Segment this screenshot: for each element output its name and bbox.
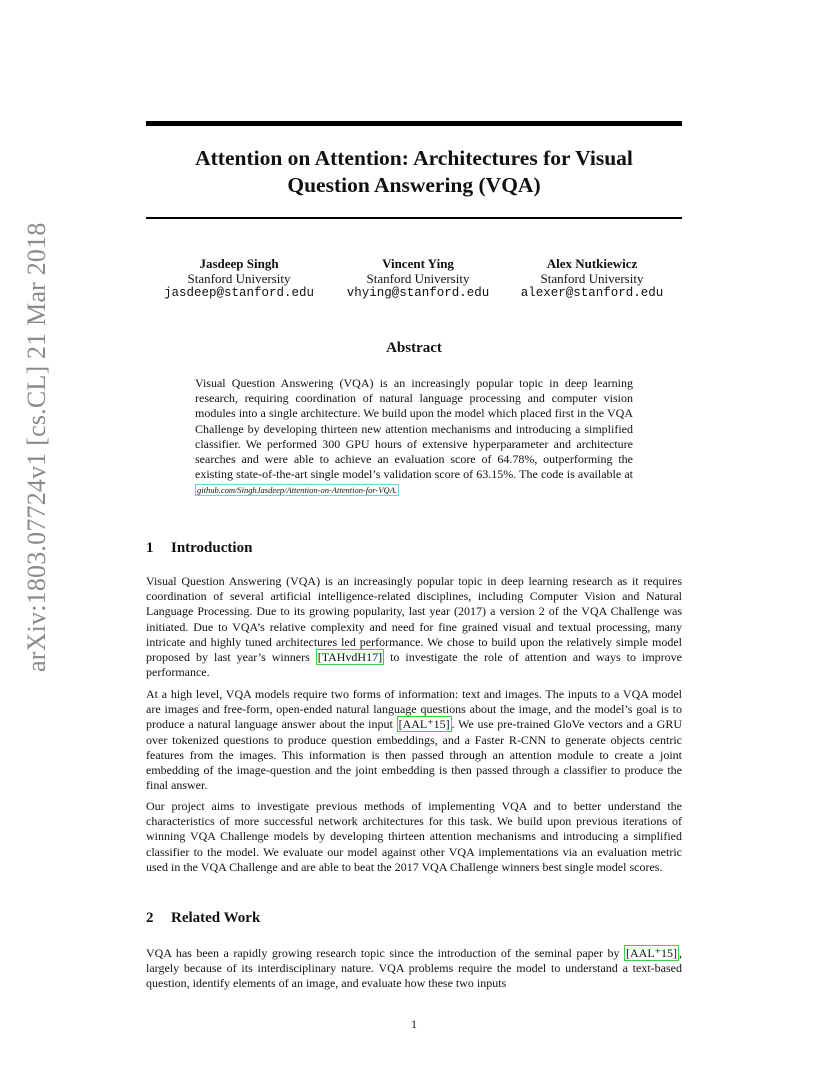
paragraph-text: Visual Question Answering (VQA) is an increasingly popular topic in deep learning research as it requires coordination of several artificial intelligence-related disciplines, including Computer Vision and Natural Language Processing. Due to its growing popularity, last year (2017) a version 2 of the VQA Challenge was initiated. Due to VQA’s relative complexity and need for fine grained visual and textual processing, many intricate and highly tuned architectures led performance. We chose to build upon the relatively simple model proposed by last year’s winners [146, 574, 682, 665]
title-line-1: Attention on Attention: Architectures for Visual [195, 146, 633, 170]
intro-paragraph-1 [146, 574, 682, 680]
title-bottom-rule [146, 217, 682, 219]
arxiv-stamp: arXiv:1803.07724v1 [cs.CL] 21 Mar 2018 [22, 222, 51, 672]
citation-link[interactable]: [TAHvdH17] [317, 650, 383, 665]
section-number: 2 [146, 910, 154, 926]
abstract-heading: Abstract [386, 340, 442, 356]
section-title: Introduction [171, 540, 253, 556]
code-link[interactable]: github.com/SinghJasdeep/Attention-on-Attention-for-VQA. [197, 485, 398, 496]
author-3 [502, 256, 682, 301]
author-1 [149, 256, 329, 301]
author-affiliation: Stanford University [366, 271, 470, 286]
related-work-paragraph-1 [146, 946, 682, 992]
paragraph-text: At a high level, VQA models require two forms of information: text and images. The inputs to a VQA model are images and free-form, open-ended natural language questions about the image, and the model’s goal is to produce a natural language answer about the input [146, 687, 682, 732]
author-name: Alex Nutkiewicz [546, 256, 638, 271]
section-heading-introduction [146, 540, 252, 557]
author-name: Vincent Ying [382, 256, 454, 271]
section-heading-related-work [146, 910, 260, 927]
paragraph-text: VQA has been a rapidly growing research topic since the introduction of the seminal paper by [146, 946, 624, 960]
paragraph-text: to investigate the role of attention and ways to improve performance. [146, 650, 682, 680]
section-number: 1 [146, 540, 154, 556]
intro-paragraph-3: Our project aims to investigate previous methods of implementing VQA and to better understand the characteristics of more successful network architectures for this task. We build upon previous iterations of winning VQA Challenge models by developing thirteen attention mechanisms and introducing a simplified classifier to the model. We evaluate our model against other VQA implementations via an evaluation metric used in the VQA Challenge and are able to beat the 2017 VQA Challenge winners best single model scores. [146, 799, 682, 874]
author-name: Jasdeep Singh [199, 256, 279, 271]
paragraph-text: . We use pre-trained GloVe vectors and a GRU over tokenized questions to produce question embeddings, and a Faster R-CNN to generate objects centric features from the images. This information is then passed through an attention module to create a joint embedding of the image-question and the joint embedding is then passed through a classifier to produce the final answer. [146, 717, 682, 793]
author-email[interactable]: alexer@stanford.edu [520, 286, 664, 300]
abstract-body [195, 376, 633, 499]
paragraph-text: , largely because of its interdisciplinary nature. VQA problems require the model to understand a text-based question, identify elements of an image, and evaluate how these two inputs [146, 946, 682, 991]
title-top-rule [146, 121, 682, 126]
page-number: 1 [411, 1017, 417, 1031]
author-affiliation: Stanford University [187, 271, 291, 286]
abstract-text: Visual Question Answering (VQA) is an increasingly popular topic in deep learning research, requiring coordination of natural language processing and computer vision modules into a single architecture. We build upon the model which placed first in the VQA Challenge by developing thirteen new attention mechanisms and introducing a simplified classifier. We performed 300 GPU hours of extensive hyperparameter and architecture searches and were able to achieve an evaluation score of 64.78%, outperforming the existing state-of-the-art single model’s validation score of 63.15%. The code is available at [195, 376, 633, 482]
intro-paragraph-2 [146, 687, 682, 793]
author-2 [328, 256, 508, 301]
citation-link[interactable]: [AAL⁺15] [626, 946, 677, 960]
citation-link[interactable]: [AAL⁺15] [398, 717, 450, 732]
title-line-2: Question Answering (VQA) [287, 173, 541, 197]
paper-title [146, 145, 682, 199]
section-title: Related Work [171, 910, 261, 926]
author-affiliation: Stanford University [540, 271, 644, 286]
author-email[interactable]: vhying@stanford.edu [346, 286, 490, 300]
author-email[interactable]: jasdeep@stanford.edu [163, 286, 315, 300]
